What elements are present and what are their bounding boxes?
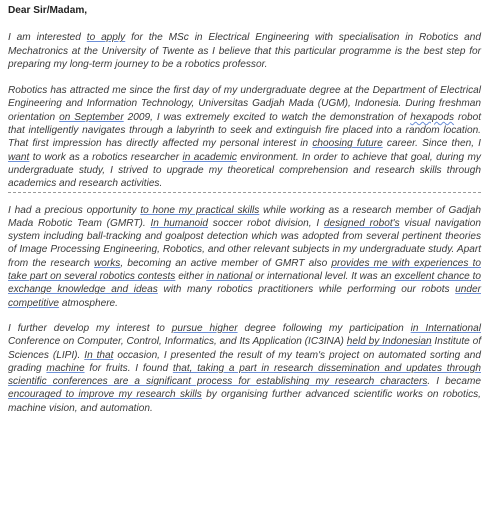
text-run: soccer robot division, I bbox=[208, 217, 324, 229]
marked-phrase: held by Indonesian bbox=[346, 336, 432, 348]
paragraph-conference bbox=[8, 322, 481, 415]
text-run: occasion, I presented the result of my team's project on automated sorting and grading bbox=[8, 349, 481, 374]
marked-phrase: on September bbox=[59, 111, 124, 123]
marked-phrase: machine bbox=[46, 362, 85, 374]
marked-phrase: In that bbox=[84, 349, 114, 361]
marked-phrase: to apply bbox=[86, 32, 126, 44]
text-run: 2009, I was extremely excited to watch the demonstration of bbox=[123, 111, 411, 123]
paragraph-robotics-team bbox=[8, 204, 481, 310]
marked-phrase: in International bbox=[410, 322, 481, 334]
marked-phrase: provides me with experiences to take part on several robotics contests bbox=[8, 257, 481, 283]
text-run: or international level. It was an bbox=[252, 271, 395, 283]
text-run: while working as a research member of Gadjah Mada Robotic Team (GMRT). bbox=[8, 204, 482, 229]
marked-phrase: under competitive bbox=[8, 284, 481, 309]
paragraph-motivation bbox=[8, 84, 481, 190]
text-run: by organising further advanced scientific works on robotics, machine vision, and automation. bbox=[8, 389, 481, 414]
marked-phrase: pursue higher bbox=[171, 322, 238, 334]
text-run: I had a precious opportunity bbox=[8, 204, 141, 216]
marked-phrase: hexapods bbox=[410, 111, 455, 123]
marked-phrase: that, taking a part in research dissemination and updates through scientific conferences are a significant process for establishing my research characters bbox=[8, 362, 481, 388]
text-run: Institute of Sciences (LIPI). bbox=[8, 336, 482, 361]
text-run: Conference on Computer, Control, Informatics, and Its Application (IC3INA) bbox=[8, 336, 347, 348]
text-run: degree following my participation bbox=[237, 322, 411, 334]
text-run: Robotics has attracted me since the first day of my undergraduate degree at the Department of Electrical Engineering and Information Technology, Universitas Gadjah Mada (UGM), Indonesia. During freshman orientation bbox=[8, 85, 481, 123]
paragraph-intro bbox=[8, 31, 481, 71]
text-run: atmosphere. bbox=[59, 297, 118, 309]
marked-phrase: works bbox=[94, 257, 121, 269]
marked-phrase: choosing future bbox=[312, 138, 383, 150]
text-run: with many robotics practitioners while performing our robots bbox=[157, 284, 456, 296]
text-run: environment. In order to achieve that goal, during my undergraduate study, I strived to upgrade my theoretical comprehension and research skills through academics and research activities. bbox=[8, 151, 481, 190]
text-run: career. Since then, I bbox=[382, 138, 481, 150]
text-run: to work as a robotics researcher bbox=[29, 151, 183, 163]
text-run: for fruits. I found bbox=[84, 362, 173, 374]
text-run: . I became bbox=[427, 376, 481, 388]
text-run: , becoming an active member of GMRT also bbox=[120, 257, 332, 269]
marked-phrase: designed robot's bbox=[323, 217, 400, 229]
marked-phrase: in national bbox=[206, 271, 253, 283]
text-run: I further develop my interest to bbox=[8, 322, 172, 334]
text-run: visual navigation system including ball-tracking and goalpost detection which was adopted from several pertinent theories of Image Processing Engineering, Robotics, and other relevant subjects in my undergraduate study. Apart from the research bbox=[8, 217, 482, 269]
text-run: for the MSc in Electrical Engineering with specialisation in Robotics and Mechatronics at the University of Twente as I believe that this particular programme is the best step for preparing my long-term journey to be a robotics professor. bbox=[8, 32, 481, 70]
marked-phrase: excellent chance to exchange knowledge and ideas bbox=[8, 271, 481, 296]
text-run: robot that intelligently navigates through a labyrinth to seek and extinguish fire placed into a random location. That first impression has directly affected my personal interest in bbox=[8, 111, 482, 150]
marked-phrase: In humanoid bbox=[150, 217, 209, 229]
text-run: either bbox=[175, 271, 207, 283]
marked-phrase: to hone my practical skills bbox=[140, 204, 260, 216]
page-break-divider bbox=[8, 192, 481, 193]
marked-phrase: want bbox=[8, 151, 30, 163]
marked-phrase: encouraged to improve my research skills bbox=[8, 389, 202, 401]
text-run: I am interested bbox=[8, 32, 87, 44]
greeting: Dear Sir/Madam, bbox=[8, 5, 88, 16]
marked-phrase: in academic bbox=[182, 151, 237, 163]
